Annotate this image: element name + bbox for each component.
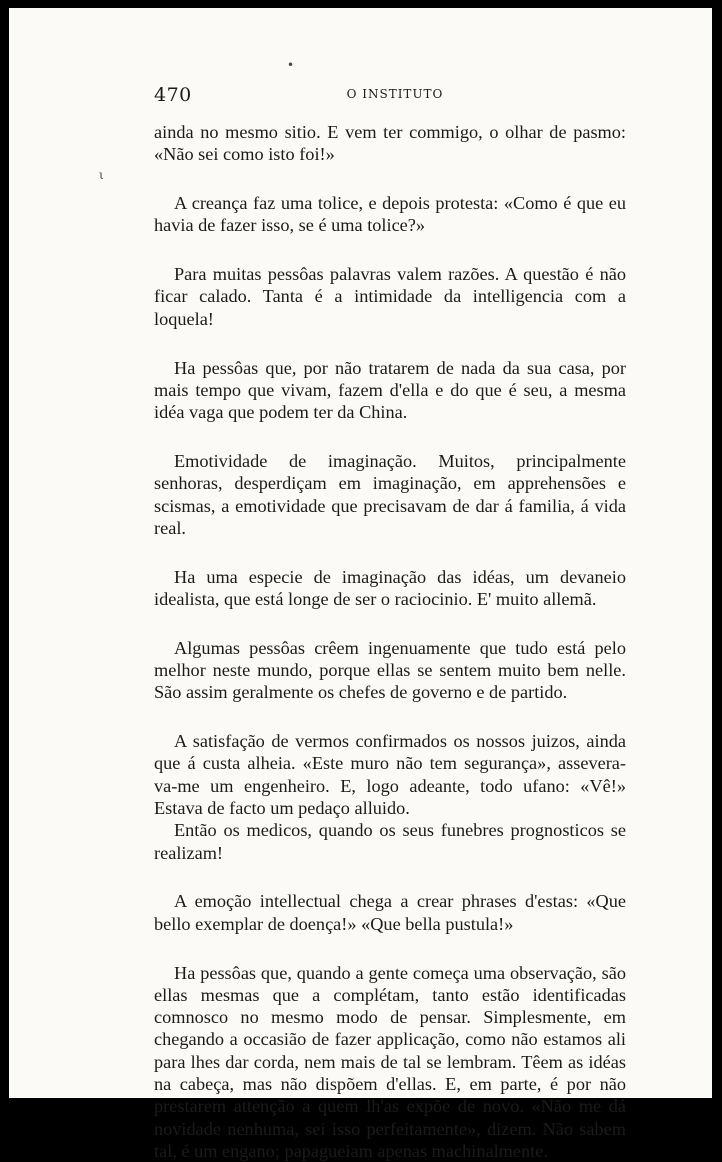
paragraph: Emotividade de imaginação. Muitos, principalmente senhoras, desperdiçam em imaginação, em apprehensões e scismas, a emotividade que precisavam de dar á familia, á vida real.: [154, 450, 626, 538]
page-number: 470: [154, 84, 192, 106]
paragraph: Para muitas pessôas palavras valem razões. A questão é não ficar calado. Tanta é a intimidade da intelligencia com a loquela!: [154, 264, 626, 329]
paragraph: ainda no mesmo sitio. E vem ter commigo, o olhar de pasmo: «Não sei como isto foi!»: [154, 122, 626, 165]
page-header: [154, 84, 636, 108]
body-text: [154, 121, 626, 1162]
paragraph: Ha pessôas que, por não tratarem de nada da sua casa, por mais tempo que vivam, fazem d'ella e do que é seu, a mesma idéa vaga que podem ter da China.: [154, 357, 626, 423]
document-page: [9, 8, 712, 1161]
paragraph: Então os medicos, quando os seus funebres prognosticos se realizam!: [154, 820, 626, 863]
scan-speck: ι: [99, 168, 104, 182]
paragraph: Ha pessôas que, quando a gente começa uma observação, são ellas mesmas que a complétam, tanto estão identificadas comnosco no mesmo modo de pensar. Simplesmente, em chegando a occasião de fazer applicação, como não estamos ali para lhes dar corda, nem mais de tal se lembram. Têem as idéas na cabeça, mas não dispõem d'ellas. E, em parte, é por não prestarem attenção a quem lh'as expõe de novo. «Não me dá novidade nenhuma, sei isso perfeitamente», dizem. Não sabem tal, é um engano; papagueiam apenas machinalmente.: [154, 962, 626, 1161]
paragraph: A emoção intellectual chega a crear phrases d'estas: «Que bello exemplar de doença!» «Que bella pustula!»: [154, 891, 626, 934]
running-head: O INSTITUTO: [346, 87, 444, 101]
paragraph: A creança faz uma tolice, e depois protesta: «Como é que eu havia de fazer isso, se é uma tolice?»: [154, 193, 626, 236]
paragraph: Algumas pessôas crêem ingenuamente que tudo está pelo melhor neste mundo, porque ellas se sentem muito bem nelle. São assim geralmente os chefes de governo e de partido.: [154, 637, 626, 703]
paragraph: Ha uma especie de imaginação das idéas, um devaneio idealista, que está longe de ser o raciocinio. E' muito allemã.: [154, 566, 626, 609]
paragraph: A satisfação de vermos confirmados os nossos juizos, ainda que á custa alheia. «Este muro não tem segurança», assevera-va-me um engenheiro. E, logo adeante, todo ufano: «Vê!» Estava de facto um pedaço alluido.: [154, 731, 626, 819]
scan-speck: •: [287, 58, 295, 72]
